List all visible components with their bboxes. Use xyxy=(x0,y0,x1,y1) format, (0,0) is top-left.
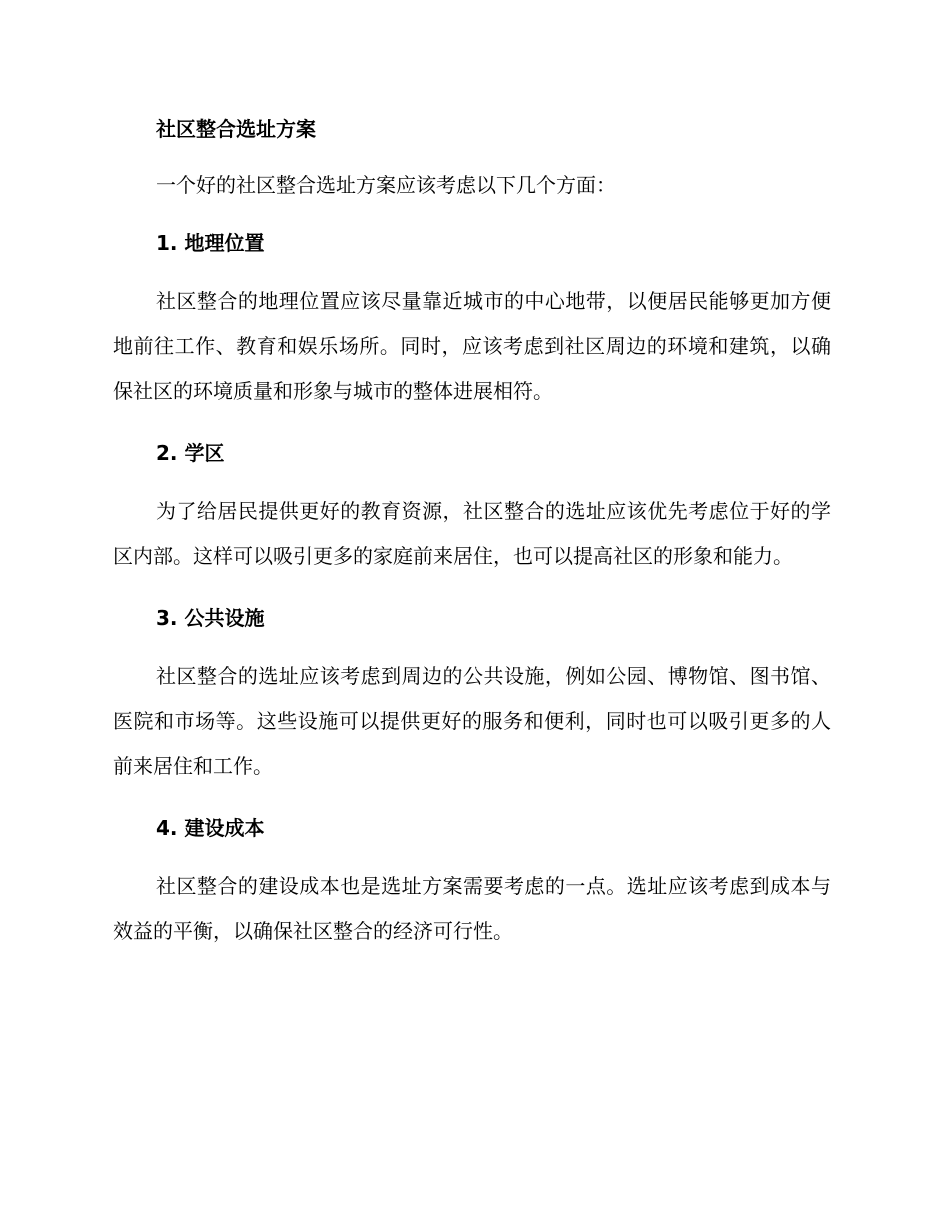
section-body: 社区整合的地理位置应该尽量靠近城市的中心地带，以便居民能够更加方便地前往工作、教育和娱乐场所。同时，应该考虑到社区周边的环境和建筑，以确保社区的环境质量和形象与城市的整体进展相符。 xyxy=(113,289,831,403)
section-heading: 1. 地理位置 xyxy=(156,231,265,255)
section-school-district xyxy=(113,434,831,579)
section-construction-cost xyxy=(113,809,831,954)
section-body: 社区整合的建设成本也是选址方案需要考虑的一点。选址应该考虑到成本与效益的平衡，以确保社区整合的经济可行性。 xyxy=(113,874,831,943)
section-body: 社区整合的选址应该考虑到周边的公共设施，例如公园、博物馆、图书馆、医院和市场等。这些设施可以提供更好的服务和便利，同时也可以吸引更多的人前来居住和工作。 xyxy=(113,664,831,778)
intro-paragraph: 一个好的社区整合选址方案应该考虑以下几个方面： xyxy=(156,173,616,197)
document-page xyxy=(113,110,831,954)
section-heading: 3. 公共设施 xyxy=(156,606,265,630)
section-heading: 4. 建设成本 xyxy=(156,816,265,840)
section-body: 为了给居民提供更好的教育资源，社区整合的选址应该优先考虑位于好的学区内部。这样可以吸引更多的家庭前来居住，也可以提高社区的形象和能力。 xyxy=(113,499,831,568)
document-title: 社区整合选址方案 xyxy=(156,117,316,141)
section-location xyxy=(113,224,831,414)
section-heading: 2. 学区 xyxy=(156,441,225,465)
section-public-facilities xyxy=(113,599,831,789)
